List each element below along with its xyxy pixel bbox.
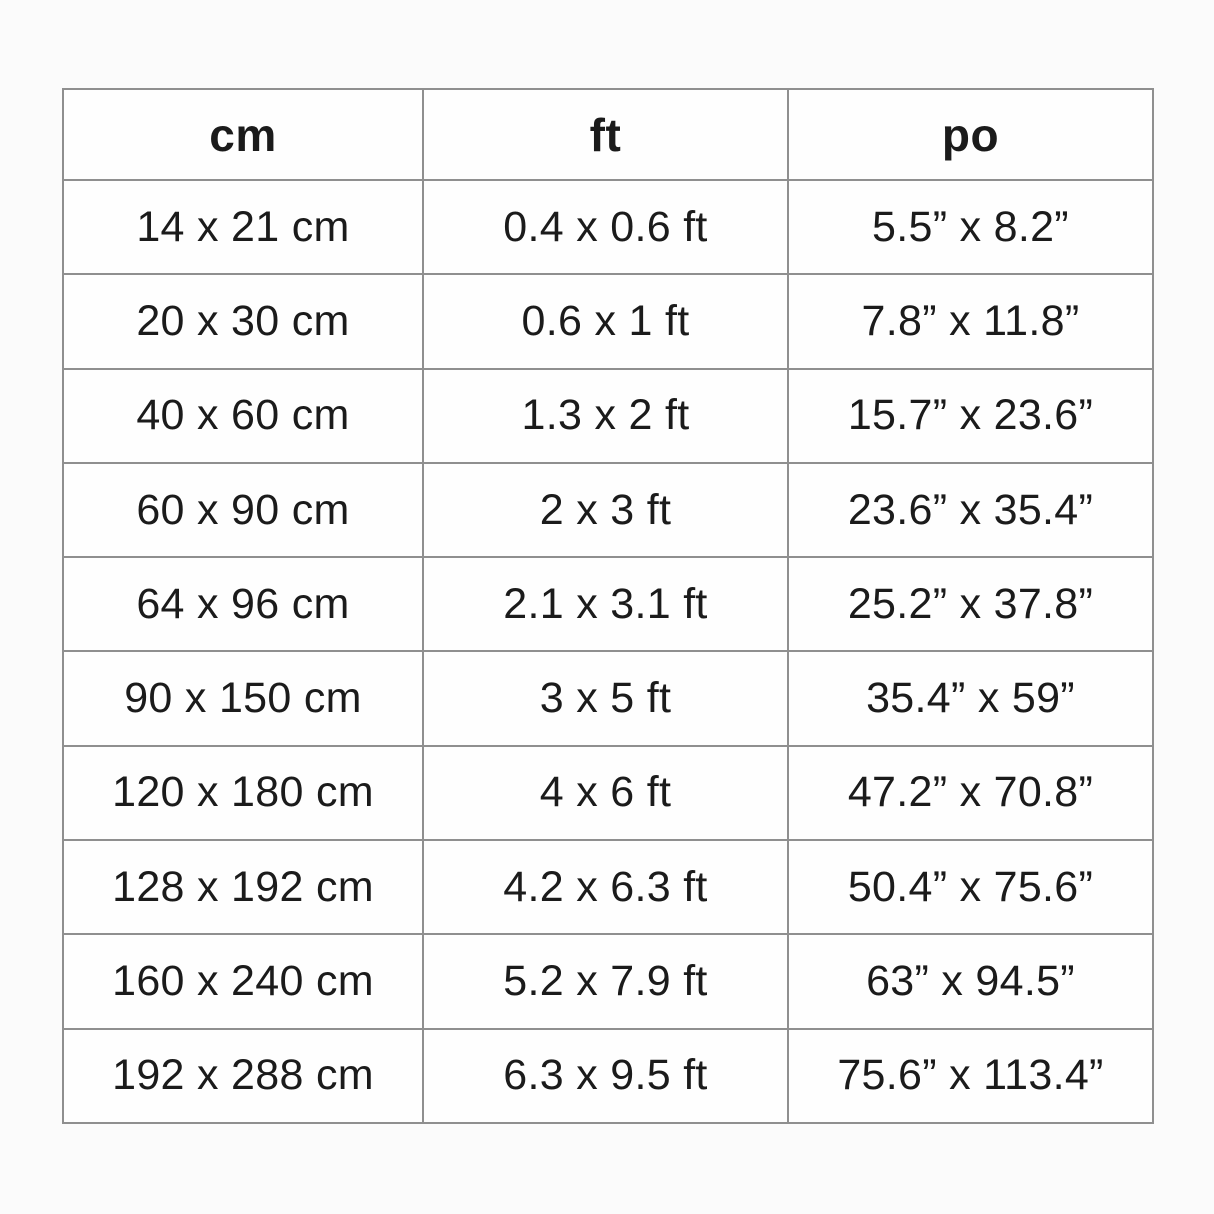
table-cell-ft: 2.1 x 3.1 ft — [423, 557, 788, 651]
table-cell-cm: 64 x 96 cm — [63, 557, 423, 651]
size-conversion-table — [62, 88, 1154, 1124]
table-row — [63, 274, 1153, 368]
table-cell-po: 75.6” x 113.4” — [788, 1029, 1153, 1123]
table-cell-cm: 90 x 150 cm — [63, 651, 423, 745]
table-cell-ft: 3 x 5 ft — [423, 651, 788, 745]
table-cell-cm: 160 x 240 cm — [63, 934, 423, 1028]
table-cell-ft: 4.2 x 6.3 ft — [423, 840, 788, 934]
table-cell-ft: 0.6 x 1 ft — [423, 274, 788, 368]
table-row — [63, 369, 1153, 463]
table-cell-po: 47.2” x 70.8” — [788, 746, 1153, 840]
table-row — [63, 180, 1153, 274]
table-cell-cm: 120 x 180 cm — [63, 746, 423, 840]
table-row — [63, 463, 1153, 557]
table-cell-cm: 14 x 21 cm — [63, 180, 423, 274]
table-row — [63, 746, 1153, 840]
column-header-cm: cm — [63, 89, 423, 180]
table-cell-cm: 128 x 192 cm — [63, 840, 423, 934]
header-row — [63, 89, 1153, 180]
column-header-ft: ft — [423, 89, 788, 180]
table-cell-po: 50.4” x 75.6” — [788, 840, 1153, 934]
table-cell-po: 15.7” x 23.6” — [788, 369, 1153, 463]
table-cell-po: 35.4” x 59” — [788, 651, 1153, 745]
table-cell-ft: 2 x 3 ft — [423, 463, 788, 557]
table-cell-cm: 60 x 90 cm — [63, 463, 423, 557]
table-cell-cm: 20 x 30 cm — [63, 274, 423, 368]
table-cell-ft: 0.4 x 0.6 ft — [423, 180, 788, 274]
table-cell-po: 5.5” x 8.2” — [788, 180, 1153, 274]
table-cell-po: 25.2” x 37.8” — [788, 557, 1153, 651]
table-row — [63, 1029, 1153, 1123]
column-header-po: po — [788, 89, 1153, 180]
table-cell-ft: 1.3 x 2 ft — [423, 369, 788, 463]
table-cell-ft: 4 x 6 ft — [423, 746, 788, 840]
table-cell-po: 7.8” x 11.8” — [788, 274, 1153, 368]
table-row — [63, 934, 1153, 1028]
table-cell-po: 23.6” x 35.4” — [788, 463, 1153, 557]
table-row — [63, 557, 1153, 651]
table-row — [63, 840, 1153, 934]
table-cell-ft: 5.2 x 7.9 ft — [423, 934, 788, 1028]
table-cell-po: 63” x 94.5” — [788, 934, 1153, 1028]
table-cell-ft: 6.3 x 9.5 ft — [423, 1029, 788, 1123]
table-row — [63, 651, 1153, 745]
table-cell-cm: 192 x 288 cm — [63, 1029, 423, 1123]
table-cell-cm: 40 x 60 cm — [63, 369, 423, 463]
